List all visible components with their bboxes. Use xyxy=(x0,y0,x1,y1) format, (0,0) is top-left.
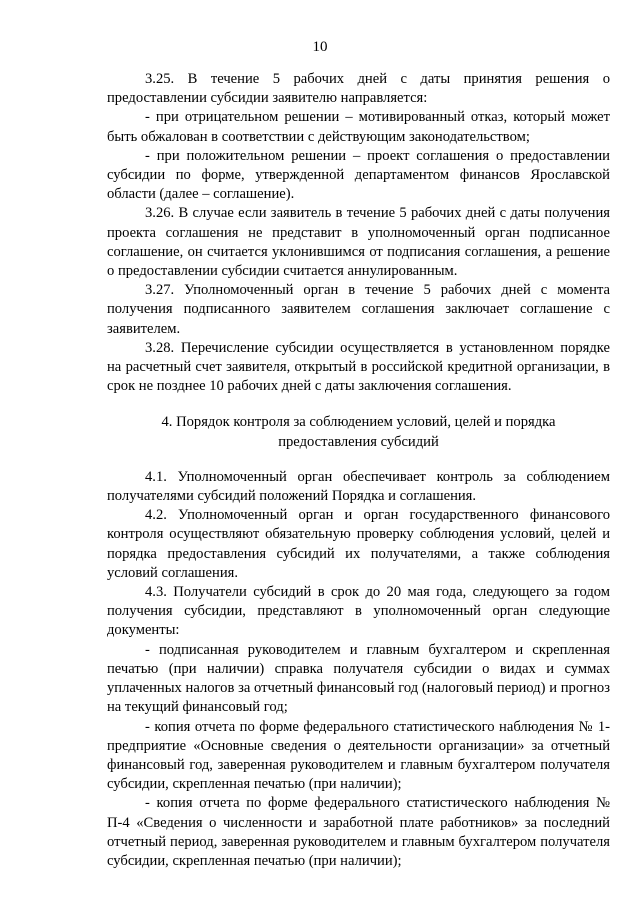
paragraph-3-27: 3.27. Уполномоченный орган в течение 5 рабочих дней с момента получения подписанного заявителем соглашения заключает соглашение с заявителем. xyxy=(107,282,610,337)
list-item-form-1-enterprise: - копия отчета по форме федерального статистического наблюдения № 1-предприятие «Основные сведения о деятельности организации» за отчетный финансовый год, заверенная руководителем и главным бухгалтером получателя субсидии, скрепленная печатью (при наличии); xyxy=(107,718,610,793)
paragraph-3-25-positive: - при положительном решении – проект соглашения о предоставлении субсидии по форме, утвержденной департаментом финансов Ярославской области (далее – соглашение). xyxy=(107,147,610,203)
page-number: 10 xyxy=(312,39,328,55)
document-body xyxy=(107,70,610,871)
list-item-form-p4: - копия отчета по форме федерального статистического наблюдения № П-4 «Сведения о численности и заработной плате работников» за последний отчетный период, заверенная руководителем и главным бухгалтером получателя субсидии, скрепленная печатью (при наличии); xyxy=(107,795,610,869)
paragraph-4-2: 4.2. Уполномоченный орган и орган государственного финансового контроля осуществляют обязательную проверку соблюдения условий, целей и порядка предоставления субсидий их получателями, а также соблюдения условий соглашения. xyxy=(107,507,610,581)
paragraph-3-26: 3.26. В случае если заявитель в течение 5 рабочих дней с даты получения проекта соглашения не представит в уполномоченный орган подписанное соглашение, он считается уклонившимся от подписания соглашения, а решение о предоставлении субсидии считается аннулированным. xyxy=(107,205,610,280)
paragraph-4-3: 4.3. Получатели субсидий в срок до 20 мая года, следующего за годом получения субсидии, представляют в уполномоченный орган следующие документы: xyxy=(107,584,610,639)
list-item-tax-certificate: - подписанная руководителем и главным бухгалтером и скрепленная печатью (при наличии) справка получателя субсидии о видах и суммах уплаченных налогов за отчетный финансовый год (налоговый период) и прогноз на текущий финансовый год; xyxy=(107,641,610,716)
paragraph-4-1: 4.1. Уполномоченный орган обеспечивает контроль за соблюдением получателями субсидий положений Порядка и соглашения. xyxy=(107,468,610,505)
section-heading: 4. Порядок контроля за соблюдением условий, целей и порядка предоставления субсидий xyxy=(161,414,556,450)
paragraph-3-25-negative: - при отрицательном решении – мотивированный отказ, который может быть обжалован в соответствии с действующим законодательством; xyxy=(107,109,610,145)
paragraph-3-25: 3.25. В течение 5 рабочих дней с даты принятия решения о предоставлении субсидии заявителю направляется: xyxy=(107,71,610,107)
paragraph-3-28: 3.28. Перечисление субсидии осуществляется в установленном порядке на расчетный счет заявителя, открытый в российской кредитной организации, в срок не позднее 10 рабочих дней с даты заключения соглашения. xyxy=(107,339,610,395)
